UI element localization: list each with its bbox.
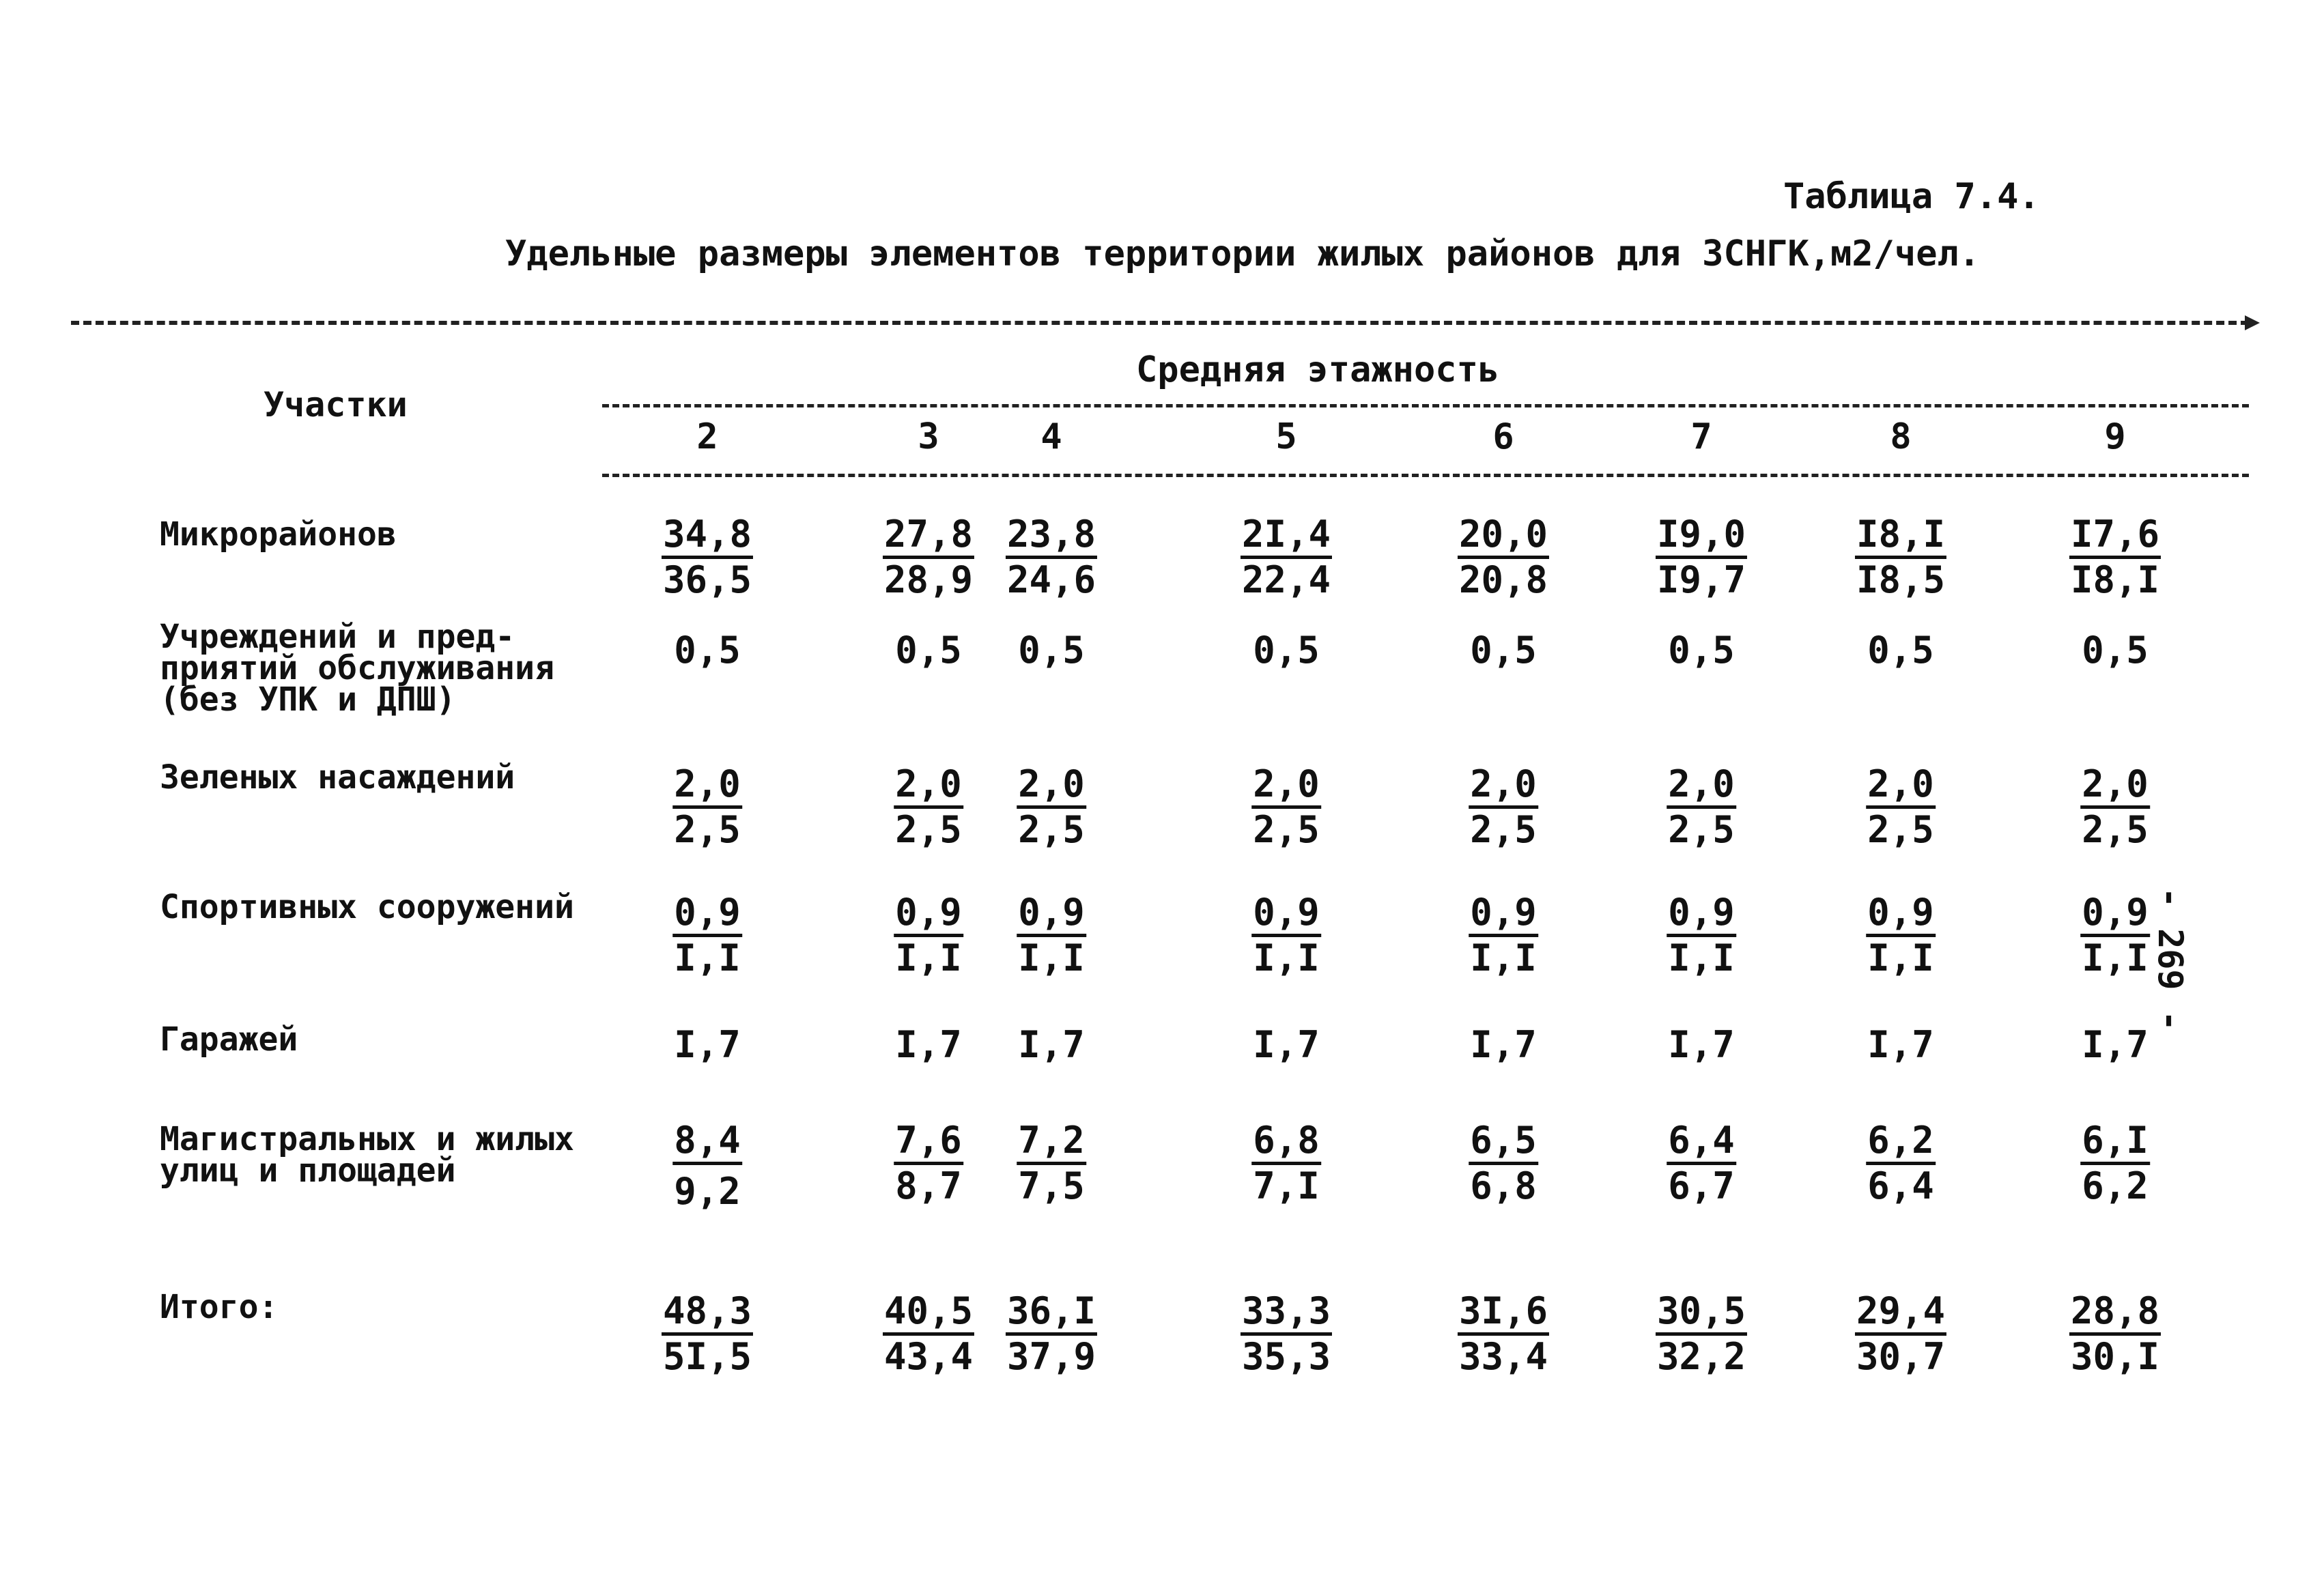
cell-value-lower: 2,5 <box>1867 808 1934 851</box>
cell-value-lower: 5I,5 <box>662 1335 752 1378</box>
header-bottom-rule <box>602 474 2249 477</box>
row-label-line: приятий обслуживания <box>160 649 554 687</box>
cell-value-lower: I,I <box>1668 936 1735 979</box>
cell-value-lower: 2,5 <box>1018 808 1085 851</box>
cell-value-upper: 2I,4 <box>1241 513 1332 559</box>
table-cell <box>1667 1119 1736 1207</box>
table-cell <box>1017 1119 1086 1207</box>
table-cell <box>1251 1024 1321 1066</box>
cell-value-lower: 8,7 <box>895 1164 962 1207</box>
cell-value-upper: 0,9 <box>1017 891 1086 937</box>
cell-value-upper: 6,4 <box>1667 1119 1736 1165</box>
cell-value-upper: 2,0 <box>2080 763 2150 809</box>
cell-value-upper: 6,2 <box>1866 1119 1936 1165</box>
cell-value-lower: I,I <box>1470 936 1537 979</box>
table-cell <box>1866 629 1936 672</box>
cell-value: I,7 <box>674 1023 741 1066</box>
cell-value-lower: 2,5 <box>2082 808 2149 851</box>
column-header-2: 2 <box>696 416 718 457</box>
table-cell <box>672 763 742 851</box>
table-cell <box>1017 763 1086 851</box>
table-cell <box>894 891 963 979</box>
row-label <box>160 515 397 554</box>
cell-value-upper: 33,3 <box>1241 1290 1332 1336</box>
cell-value-lower: 2,5 <box>895 808 962 851</box>
cell-value-lower: 32,2 <box>1656 1335 1746 1378</box>
column-header-5: 5 <box>1275 416 1297 457</box>
cell-value-lower: I,I <box>2082 936 2149 979</box>
cell-value-lower: 6,4 <box>1867 1164 1934 1207</box>
cell-value-lower: I,I <box>674 936 741 979</box>
cell-value-lower: 36,5 <box>662 558 752 601</box>
cell-value-upper: 6,I <box>2080 1119 2150 1165</box>
row-label <box>160 1020 298 1059</box>
cell-value-upper: 6,8 <box>1251 1119 1321 1165</box>
table-cell <box>1017 1024 1086 1066</box>
cell-value-upper: 0,9 <box>1469 891 1538 937</box>
cell-value-lower: 6,7 <box>1668 1164 1735 1207</box>
cell-value-upper: 2,0 <box>1469 763 1538 809</box>
cell-value-lower: 6,2 <box>2082 1164 2149 1207</box>
cell-value-lower: I9,7 <box>1656 558 1746 601</box>
cell-value-lower: 6,8 <box>1470 1164 1537 1207</box>
table-cell <box>1469 1119 1538 1207</box>
table-cell <box>1656 513 1747 601</box>
table-cell <box>1866 1024 1936 1066</box>
table-cell <box>662 513 753 601</box>
cell-value: I,7 <box>1470 1023 1537 1066</box>
row-label-line: (без УПК и ДПШ) <box>160 680 456 719</box>
table-cell <box>894 629 963 672</box>
column-header-7: 7 <box>1690 416 1712 457</box>
cell-value-lower: I,I <box>1867 936 1934 979</box>
cell-value-upper: 3I,6 <box>1458 1290 1549 1336</box>
cell-value-upper: 0,9 <box>1866 891 1936 937</box>
cell-value-upper: 2,0 <box>894 763 963 809</box>
cell-value-upper: I9,0 <box>1656 513 1747 559</box>
table-cell <box>1241 513 1332 601</box>
cell-value-lower: I,I <box>1018 936 1085 979</box>
cell-value-upper: 6,5 <box>1469 1119 1538 1165</box>
table-cell <box>1469 763 1538 851</box>
stub-header: Участки <box>264 385 408 425</box>
table-cell <box>1251 629 1321 672</box>
row-label-line: Магистральных и жилых <box>160 1120 574 1158</box>
cell-value: I,7 <box>1668 1023 1735 1066</box>
table-cell <box>2069 1290 2161 1378</box>
row-label-line: улиц и площадей <box>160 1151 456 1190</box>
column-header-4: 4 <box>1040 416 1062 457</box>
row-label <box>160 888 574 926</box>
table-cell <box>2069 513 2161 601</box>
cell-value-upper: 7,2 <box>1017 1119 1086 1165</box>
table-cell <box>1855 1290 1946 1378</box>
table-cell <box>1006 1290 1097 1378</box>
table-cell <box>1469 629 1538 672</box>
row-label <box>160 1120 574 1190</box>
cell-value-lower: 35,3 <box>1241 1335 1331 1378</box>
table-cell <box>1251 891 1321 979</box>
cell-value-lower: I,I <box>1253 936 1320 979</box>
table-cell <box>1667 1024 1736 1066</box>
table-cell <box>1866 763 1936 851</box>
group-header: Средняя этажность <box>1136 349 1500 390</box>
cell-value: I,7 <box>1253 1023 1320 1066</box>
cell-value-lower: I,I <box>895 936 962 979</box>
cell-value: 0,5 <box>1253 629 1320 672</box>
table-cell <box>1667 763 1736 851</box>
table-cell <box>1251 1119 1321 1207</box>
table-cell <box>2080 891 2150 979</box>
cell-value-upper: 2,0 <box>1017 763 1086 809</box>
cell-value-upper: 8,4 <box>672 1119 742 1165</box>
table-cell <box>662 1290 753 1378</box>
table-number: Таблица 7.4. <box>1783 176 2040 217</box>
cell-value-upper: 0,9 <box>672 891 742 937</box>
column-header-6: 6 <box>1492 416 1514 457</box>
cell-value-upper: 0,9 <box>1251 891 1321 937</box>
row-label-line: Спортивных сооружений <box>160 888 574 926</box>
table-cell <box>1855 513 1946 601</box>
table-cell <box>1241 1290 1332 1378</box>
cell-value: 0,5 <box>1867 629 1934 672</box>
table-cell <box>2080 1119 2150 1207</box>
table-cell <box>1667 891 1736 979</box>
cell-value-lower: 22,4 <box>1241 558 1331 601</box>
cell-value: I,7 <box>1018 1023 1085 1066</box>
table-cell <box>894 763 963 851</box>
cell-value: 0,5 <box>1018 629 1085 672</box>
cell-value-lower: 2,5 <box>1470 808 1537 851</box>
cell-value-lower: 33,4 <box>1458 1335 1548 1378</box>
cell-value-lower: 2,5 <box>1668 808 1735 851</box>
cell-value: I,7 <box>2082 1023 2149 1066</box>
cell-value-upper: 36,I <box>1006 1290 1097 1336</box>
cell-value: 0,5 <box>2082 629 2149 672</box>
table-cell <box>1458 513 1549 601</box>
row-label-line: Учреждений и пред- <box>160 618 515 656</box>
table-cell <box>1251 763 1321 851</box>
table-cell <box>894 1119 963 1207</box>
header-divider-rule <box>602 404 2249 407</box>
cell-value-upper: 29,4 <box>1855 1290 1946 1336</box>
table-cell <box>1469 1024 1538 1066</box>
cell-value-lower: I8,I <box>2070 558 2160 601</box>
cell-value-lower: 37,9 <box>1006 1335 1096 1378</box>
rule-arrow-icon <box>2245 315 2260 330</box>
cell-value-upper: 48,3 <box>662 1290 753 1336</box>
table-cell <box>2080 763 2150 851</box>
table-cell <box>672 629 742 672</box>
cell-value: I,7 <box>1867 1023 1934 1066</box>
cell-value-lower: I8,5 <box>1856 558 1946 601</box>
column-header-9: 9 <box>2104 416 2126 457</box>
cell-value-upper: 27,8 <box>883 513 974 559</box>
cell-value-upper: 2,0 <box>1667 763 1736 809</box>
table-cell <box>1017 629 1086 672</box>
cell-value-lower: 28,9 <box>883 558 974 601</box>
cell-value-lower: 7,I <box>1253 1164 1320 1207</box>
cell-value-lower: 2,5 <box>674 808 741 851</box>
row-label-line: Гаражей <box>160 1020 298 1059</box>
cell-value-lower: 24,6 <box>1006 558 1096 601</box>
cell-value-upper: 2,0 <box>672 763 742 809</box>
cell-value-lower: 30,7 <box>1856 1335 1946 1378</box>
table-cell <box>2080 1024 2150 1066</box>
table-caption: Удельные размеры элементов территории жилых районов для ЗСНГК,м2/чел. <box>505 233 1981 274</box>
cell-value-upper: 0,9 <box>1667 891 1736 937</box>
cell-value-upper: 40,5 <box>883 1290 974 1336</box>
cell-value: 0,5 <box>674 629 741 672</box>
table-cell <box>883 513 974 601</box>
row-label <box>160 1288 279 1326</box>
table-cell <box>1667 629 1736 672</box>
column-header-3: 3 <box>918 416 939 457</box>
cell-value-upper: I8,I <box>1855 513 1946 559</box>
table-cell <box>883 1290 974 1378</box>
cell-value: 0,5 <box>1668 629 1735 672</box>
cell-value: 0,5 <box>895 629 962 672</box>
table-cell <box>672 1024 742 1066</box>
table-cell <box>894 1024 963 1066</box>
cell-value-upper: I7,6 <box>2069 513 2161 559</box>
table-cell <box>1017 891 1086 979</box>
table-cell <box>672 891 742 979</box>
table-cell <box>2080 629 2150 672</box>
cell-value-lower: 20,8 <box>1458 558 1548 601</box>
cell-value-upper: 28,8 <box>2069 1290 2161 1336</box>
row-label <box>160 758 515 797</box>
page-number: - 269 - <box>2151 887 2190 1031</box>
cell-value-upper: 30,5 <box>1656 1290 1747 1336</box>
table-top-rule <box>71 321 2249 325</box>
cell-value-upper: 0,9 <box>894 891 963 937</box>
cell-value-upper: 34,8 <box>662 513 753 559</box>
table-cell <box>1006 513 1097 601</box>
cell-value-upper: 0,9 <box>2080 891 2150 937</box>
table-cell <box>1866 891 1936 979</box>
cell-value-lower: 7,5 <box>1018 1164 1085 1207</box>
row-label-line: Зеленых насаждений <box>160 758 515 797</box>
table-cell <box>1656 1290 1747 1378</box>
table-cell <box>672 1119 742 1213</box>
cell-value-lower: 2,5 <box>1253 808 1320 851</box>
cell-value-lower: 9,2 <box>674 1170 741 1213</box>
cell-value-upper: 2,0 <box>1251 763 1321 809</box>
row-label-line: Микрорайонов <box>160 515 397 554</box>
table-cell <box>1458 1290 1549 1378</box>
cell-value-upper: 7,6 <box>894 1119 963 1165</box>
cell-value: 0,5 <box>1470 629 1537 672</box>
table-cell <box>1866 1119 1936 1207</box>
cell-value-upper: 2,0 <box>1866 763 1936 809</box>
column-header-8: 8 <box>1890 416 1912 457</box>
cell-value-lower: 43,4 <box>883 1335 974 1378</box>
row-label-line: Итого: <box>160 1288 279 1326</box>
cell-value-upper: 20,0 <box>1458 513 1549 559</box>
cell-value-upper: 23,8 <box>1006 513 1097 559</box>
cell-value-lower: 30,I <box>2070 1335 2160 1378</box>
row-label <box>160 618 554 719</box>
table-cell <box>1469 891 1538 979</box>
cell-value: I,7 <box>895 1023 962 1066</box>
